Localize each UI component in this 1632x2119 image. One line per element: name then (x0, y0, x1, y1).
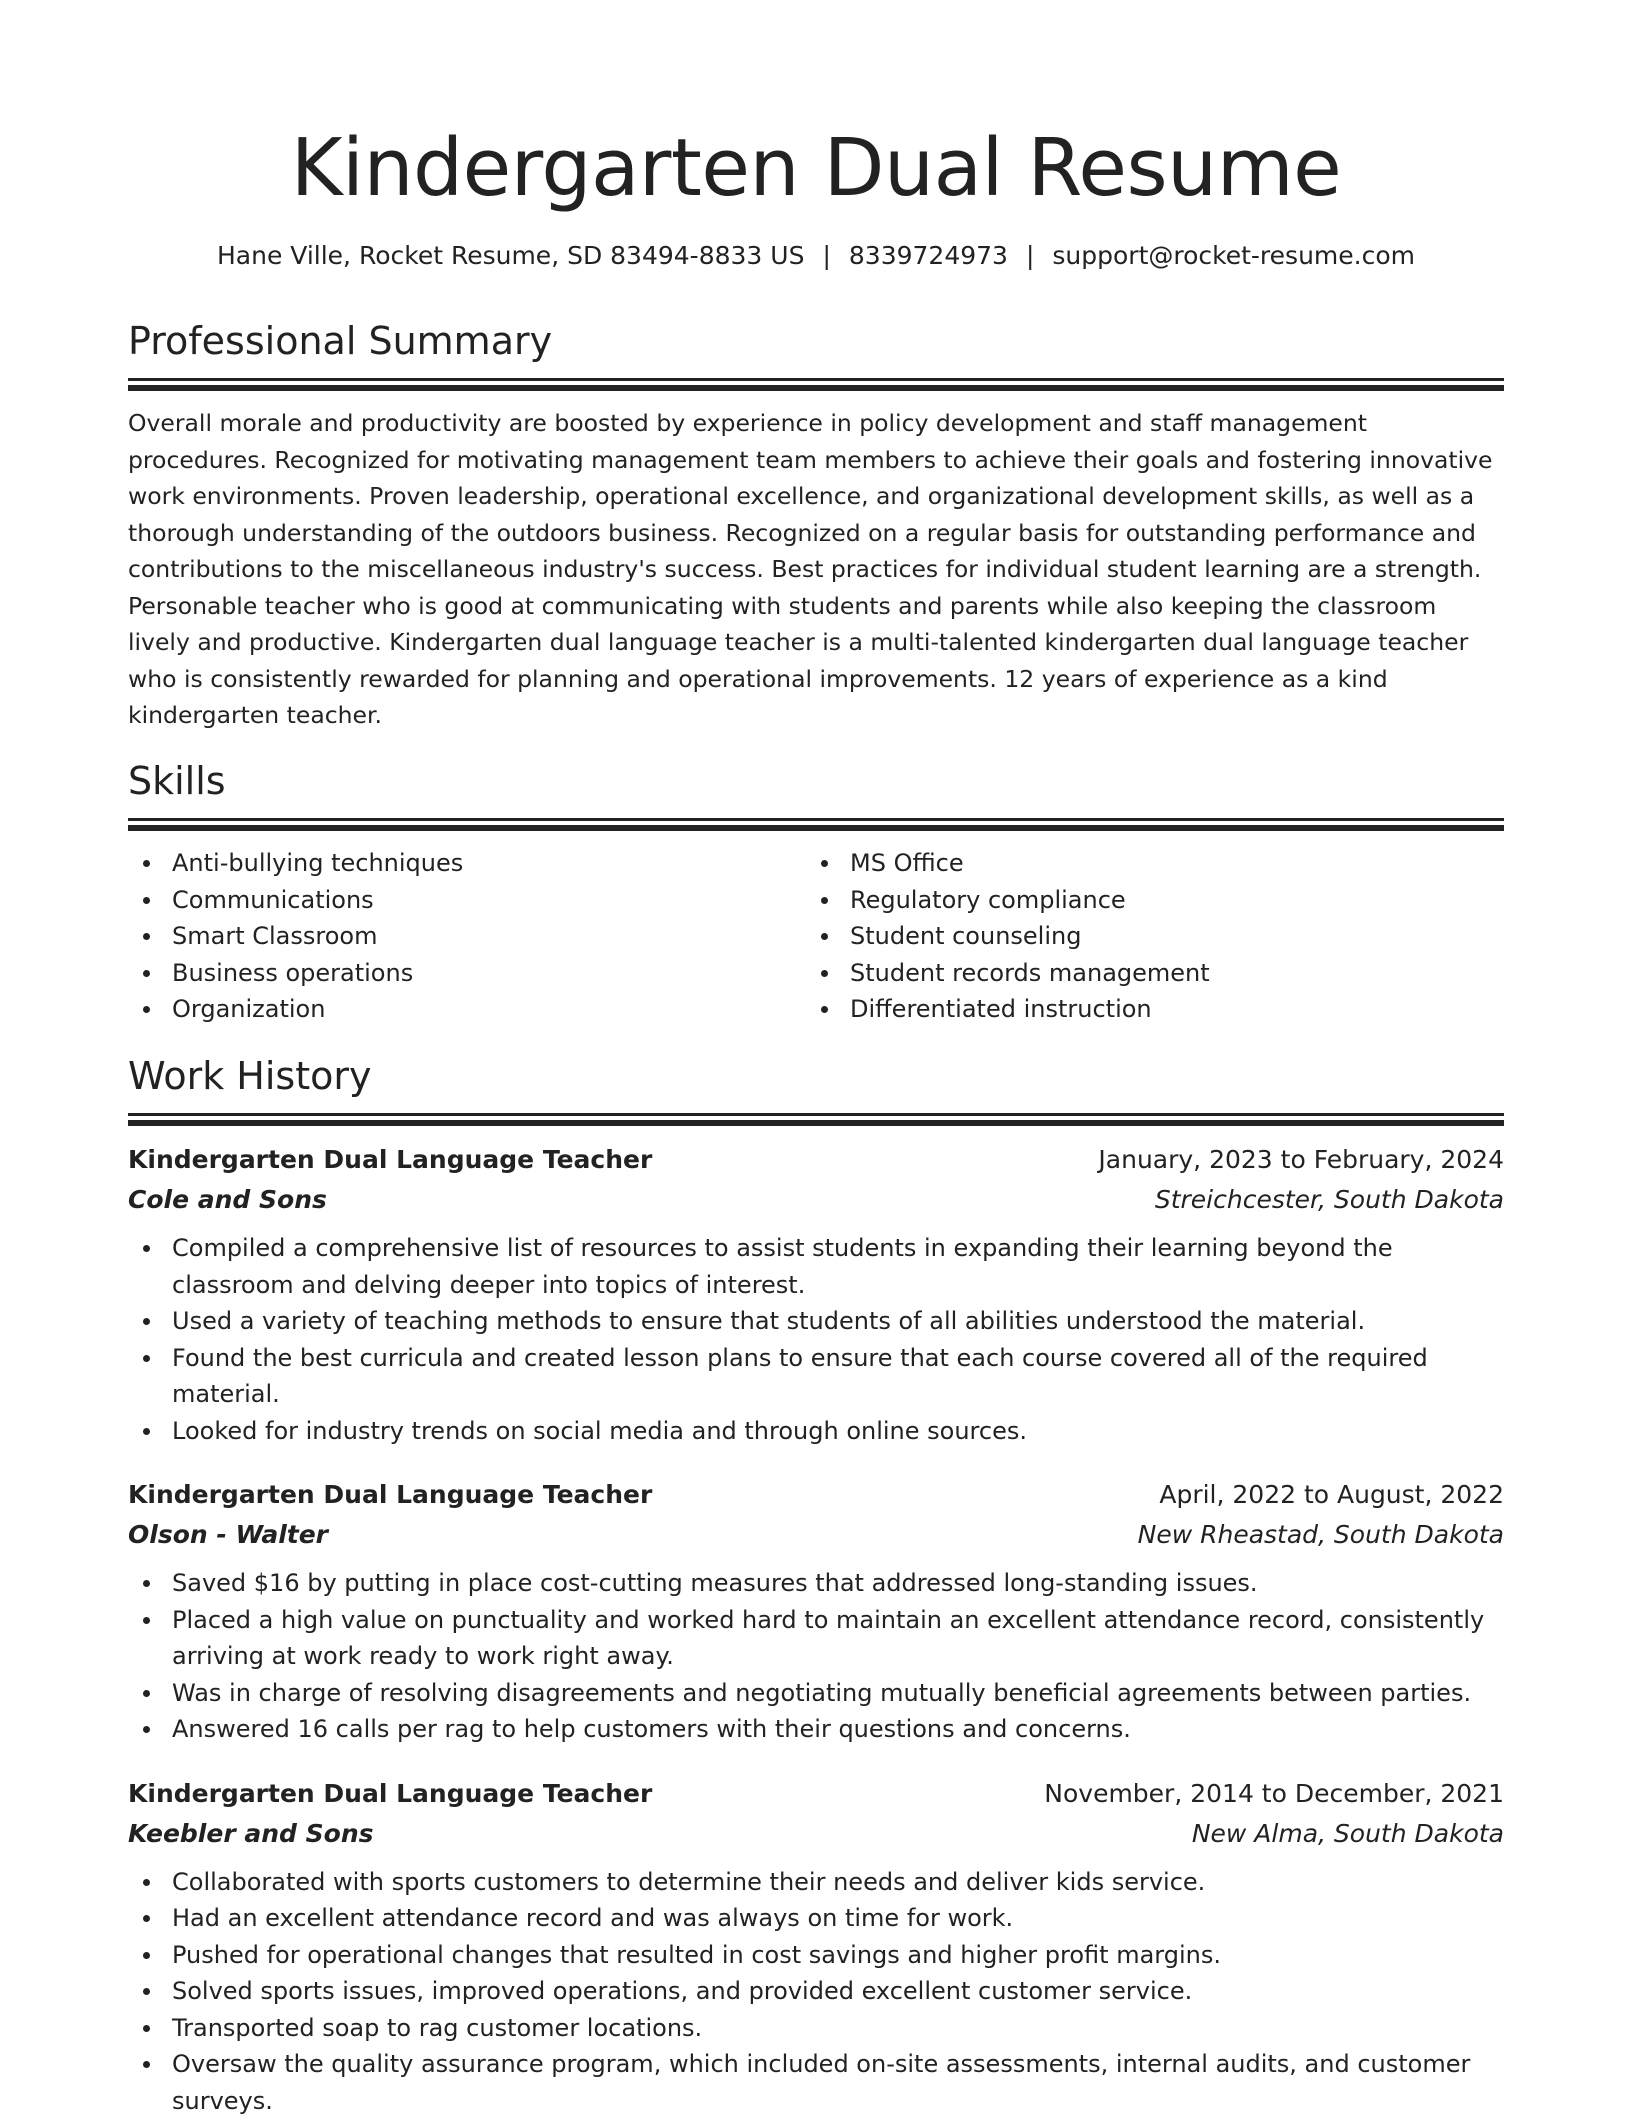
skills-column-left (128, 845, 806, 1028)
work-history-section (128, 1051, 1504, 2119)
job-bullet: Collaborated with sports customers to determine their needs and deliver kids service. (128, 1864, 1504, 1901)
job-dates: November, 2014 to December, 2021 (1044, 1774, 1504, 1814)
skills-column-right (806, 845, 1484, 1028)
job-bullet: Was in charge of resolving disagreements and negotiating mutually beneficial agreements between parties. (128, 1675, 1504, 1712)
job-title: Kindergarten Dual Language Teacher (128, 1774, 652, 1814)
job-bullet: Pushed for operational changes that resulted in cost savings and higher profit margins. (128, 1937, 1504, 1974)
job-company: Cole and Sons (128, 1180, 327, 1220)
section-divider (128, 818, 1504, 821)
job-entry (128, 1475, 1504, 1748)
contact-phone: 8339724973 (849, 241, 1008, 270)
job-bullet: Had an excellent attendance record and was always on time for work. (128, 1900, 1504, 1937)
section-divider (128, 1120, 1504, 1126)
skill-item: Anti-bullying techniques (128, 845, 806, 882)
job-bullet: Oversaw the quality assurance program, which included on-site assessments, internal audits, and customer surveys. (128, 2046, 1504, 2119)
contact-address: Hane Ville, Rocket Resume, SD 83494-8833 US (217, 241, 804, 270)
contact-separator: | (822, 241, 830, 270)
skill-item: Smart Classroom (128, 918, 806, 955)
skills-heading: Skills (128, 756, 1504, 806)
job-bullet: Looked for industry trends on social media and through online sources. (128, 1413, 1504, 1450)
skill-item: Student records management (806, 955, 1484, 992)
summary-heading: Professional Summary (128, 316, 1504, 366)
skill-item: Regulatory compliance (806, 882, 1484, 919)
summary-section (128, 316, 1504, 734)
job-bullet: Placed a high value on punctuality and worked hard to maintain an excellent attendance record, consistently arriving at work ready to work right away. (128, 1602, 1504, 1675)
contact-separator: | (1026, 241, 1034, 270)
job-bullets (128, 1565, 1504, 1748)
section-divider (128, 378, 1504, 381)
job-entry (128, 1140, 1504, 1449)
skill-item: Communications (128, 882, 806, 919)
job-title: Kindergarten Dual Language Teacher (128, 1140, 652, 1180)
job-bullet: Transported soap to rag customer locations. (128, 2010, 1504, 2047)
job-bullet: Compiled a comprehensive list of resources to assist students in expanding their learning beyond the classroom and delving deeper into topics of interest. (128, 1230, 1504, 1303)
job-location: Streichcester, South Dakota (1155, 1180, 1504, 1220)
section-divider (128, 825, 1504, 831)
skills-section (128, 756, 1504, 1028)
summary-text: Overall morale and productivity are boosted by experience in policy development and staff management procedures. Recognized for motivating management team members to achieve their goals and fostering innovative work environments. Proven leadership, operational excellence, and organizational development skills, as well as a thorough understanding of the outdoors business. Recognized on a regular basis for outstanding performance and contributions to the miscellaneous industry's success. Best practices for individual student learning are a strength. Personable teacher who is good at communicating with students and parents while also keeping the classroom lively and productive. Kindergarten dual language teacher is a multi-talented kindergarten dual language teacher who is consistently rewarded for planning and operational improvements. 12 years of experience as a kind kindergarten teacher. (128, 405, 1504, 734)
job-bullet: Answered 16 calls per rag to help customers with their questions and concerns. (128, 1711, 1504, 1748)
section-divider (128, 385, 1504, 391)
job-dates: January, 2023 to February, 2024 (1098, 1140, 1504, 1180)
skill-item: Student counseling (806, 918, 1484, 955)
job-dates: April, 2022 to August, 2022 (1159, 1475, 1504, 1515)
job-bullet: Saved $16 by putting in place cost-cutting measures that addressed long-standing issues. (128, 1565, 1504, 1602)
job-location: New Rheastad, South Dakota (1138, 1515, 1504, 1555)
job-bullets (128, 1864, 1504, 2119)
contact-email[interactable]: support@rocket-resume.com (1052, 241, 1415, 270)
skill-item: Business operations (128, 955, 806, 992)
job-location: New Alma, South Dakota (1192, 1814, 1504, 1854)
skill-item: Differentiated instruction (806, 991, 1484, 1028)
job-bullet: Found the best curricula and created lesson plans to ensure that each course covered all of the required material. (128, 1340, 1504, 1413)
skills-list (128, 845, 1504, 1028)
section-divider (128, 1113, 1504, 1116)
job-company: Olson - Walter (128, 1515, 328, 1555)
job-bullet: Used a variety of teaching methods to ensure that students of all abilities understood the material. (128, 1303, 1504, 1340)
resume-title: Kindergarten Dual Resume (128, 118, 1504, 218)
skill-item: MS Office (806, 845, 1484, 882)
contact-line (128, 238, 1504, 274)
job-company: Keebler and Sons (128, 1814, 374, 1854)
work-history-heading: Work History (128, 1051, 1504, 1101)
job-bullet: Solved sports issues, improved operations, and provided excellent customer service. (128, 1973, 1504, 2010)
skill-item: Organization (128, 991, 806, 1028)
job-entry (128, 1774, 1504, 2119)
job-bullets (128, 1230, 1504, 1449)
job-title: Kindergarten Dual Language Teacher (128, 1475, 652, 1515)
